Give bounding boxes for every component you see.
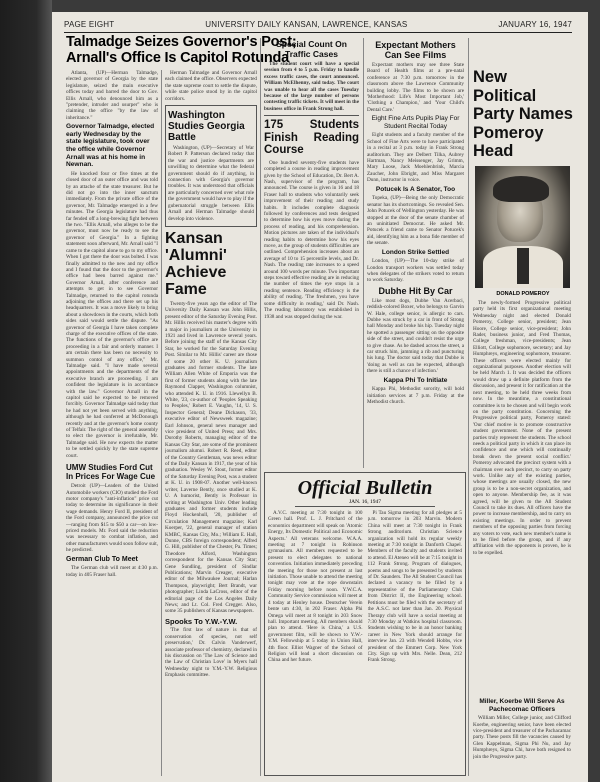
- fine-arts-headline: Eight Fine Arts Pupils Play For Student Recital Today: [371, 115, 460, 130]
- miller-headline: Miller, Koerbe Will Serve As Pachecomac Officers: [479, 698, 565, 713]
- students-finish-body: One hundred seventy-five students have completed a course in reading improvement given by the School of Education, Dr. Bert A. Nash, supervisor of the program, has announced. The course is given in 16 and 18 Fraser hall to students who voluntarily seek improvement of their reading and study habits. It includes complete diagnosis followed by conferences and tests designed to determine how his eyes move during the process of reading, and his comprehension. Motion pictures are taken of the individual's reading habits to determine how his eyes move, as the group of students difficulties are outlined. Comprehension increases about an average of 10 to 15 percentile levels, and Dr. Nash. The reading rate increases to a speed around 100 words per minute. Two important steps toward effective reading are in reducing the number of times the eye stops in a reading sentence. Reading efficiency is the ability of reading. 'The freshmen, you have some difficulty in reading,' said Dr. Nash. The reading laboratory was established in 1938 and was stopped during the war.: [264, 159, 359, 320]
- dubhe-body: Like most dogs, Dubhe Van Acerbaci, reddish-colored Boxer, who belongs to Garvin W. Hale, college senior, is allergic to cars. Dubhe was struck by a car in front of Strong hall Monday and broke his hip. Tuesday night he spotted a passenger sitting on the opposite side of the street, and couldn't resist the urge to give chase. As he dashed across the street, a car struck him, jamming a rib and puncturing his lung. The doctor said today that Dubhe is 'doing as well as can be expected, although there is still a chance of infection.': [367, 297, 464, 375]
- pomeroy-photo: [475, 166, 570, 288]
- kappa-headline: Kappa Phi To Initiate: [383, 376, 448, 384]
- bulletin-date: JAN. 16, 1947: [295, 499, 435, 507]
- column-4: [367, 38, 464, 468]
- column-rule: [363, 38, 364, 468]
- german-club-headline: German Club To Meet: [66, 555, 138, 563]
- talmadge-subhead: Governor Talmadge, elected early Wednesday by the state legislature, took over the office while Governor Arnall was at his home in Newnan.: [66, 123, 155, 169]
- bulletin-left-column: [268, 510, 363, 772]
- special-count-headline: Special Count On Traffic Cases: [276, 39, 347, 59]
- miller-body: William Miller, College junior, and Clifford Koerbe, engineering senior, have been elected vice-president and treasurer of the Pachacamac party. These posts fill the vacancies caused by Glen Kappelman, Sigma Phi Nu, and Jay Humphreys, Sigma Chi, have both resigned to join the Progressive party.: [473, 715, 571, 760]
- washington-box: [165, 105, 257, 227]
- alumni-headline: Kansan 'Alumni' Achieve Fame: [165, 229, 227, 298]
- german-club-body: The German club will meet at 4:30 p.m. today in 405 Fraser hall.: [66, 565, 158, 578]
- column-rule: [161, 70, 162, 776]
- umw-headline: UMW Studies Ford Cut In Prices For Wage Cue: [66, 463, 156, 482]
- washington-body: Washington, (UP)—Secretary of War Robert P. Patterson declared today that the war and justice departments are unwilling to determine what the federal government should do if anything, in connection with Georgia's governor troubles. It was understood that officials are particularly concerned over what role the government would have to play if the gubernatorial struggle between Ellis Arnall and Herman Talmadge should develop into violence.: [168, 145, 254, 222]
- masthead-line: UNIVERSITY DAILY KANSAN, LAWRENCE, KANSAS: [205, 20, 408, 29]
- column-2: [165, 70, 257, 776]
- expectant-body: Expectant mothers may see three State Board of Health films at a pre-natal conference at 7:30 p.m. tomorrow in the classroom above the Lawrence Community building lobby. The films to be shown are 'Motherhood: Life's Most Important Job,' 'Clothing a Champion,' and 'Your Child's Dental Care.': [367, 62, 464, 113]
- photo-caption: DONALD POMEROY: [496, 291, 550, 297]
- bulletin-right-text: Pi Tau Sigma meeting for all pledges at 5 p.m. tomorrow in 203 Marvin. Modern China will meet at 7:30 tonight in Frank Strong auditorium. Christian Science organization will hold its regular weekly meeting at 7:30 tonight in Danforth Chapel. Members of the faculty and students invited to attend. El Ateneo will be at 7:15 tonight in 112 Frank Strong. Program of dialogues, poems and songs to be presented by students of Dr. Saunders. The All Student Council has declared a vacancy to be filled by a representative of the Parliamentary Club from District II, the Engineering school. Petitions must be filed with the secretary of the A.S.C. not later than Jan. 20. Physical Therapy club will have a social meeting at 7:30 Monday at Watkins hospital classroom. Students wishing to be in an honor banking career in New York should arrange for interview Jan. 23 with Wendell Hobbs, vice president of the Emmert Corp. New York City. Sign up with Mrs. Nelle. Dean, 212 Frank Strong.: [367, 510, 462, 664]
- alumni-body: Twenty-five years ago the editor of The University Daily Kansan was John Hillis, present editor of the Saturday Evening Post. Mr. Hillis received his master's degree with a major in journalism at the University in 1921 and lived in Lawrence several years. Before joining the staff of the Kansas City Star, he worked for the Saturday Evening Post. Similar to Mr. Hillis' career are those of some 20 other K. U. journalism graduates and former students. The late William Allen White of Emporia was the first of former students along with the late Raymond Clapper, Washington columnist, who attended K. U. in 1916. Llewellyn B. White, '23, co-author of 'Peoples Speaking to Peoples,' Robert E. Vaughn, '14, U. S. Inspector General; Deane Dickason, '33, executive editor of Newsweek magazine; Earl Johnson, general news manager and vice president of United Press; and Mrs. Dorothy Roberts, managing editor of the Kansas City Star, are some of the prominent journalism alumni. Robert R. Reed, editor of the Country Gentleman, was news editor of the Daily Kansan in 1917, the year of his graduation. Wesley W. Stout, former editor of the Saturday Evening Post, was a student at K. U. in 1908-07. Another well-known writer, Laverne Bently, once studied at K. U. A humorist, Bently is Professor in writing at Washington Univ. Other leading graduates and former students include Floyd Hockenhull, '20, publisher of Circulation Management magazine; Karl Koerper, '22, general manager of station KMBC, Kansas City, Mo.; William E. Hall, Dunne, CBS foreign correspondent; Alfred G. Hill, publisher of the Chester, Pa. Times; Theodore Alford, Washington correspondent for the Kansas City Star; Gene Sundling, president of Sindlar Publications; Marvin Creager, executive editor of the Milwaukee Journal; Harlan Thompson, playwright; Bert Brandt, war photographer; Linda LaCross, editor of the editorial page of the Los Angeles Daily News; and Lt. Col. Fred Cregger. Also, some 35 publishers of Kansas newspapers.: [165, 300, 257, 615]
- fine-arts-body: Eight students and a faculty member of the School of Fine Arts were to have participated in a recital at 3 p.m. today in Frank Strong auditorium. They are Delbert Tilka, Aubrey Hartman, Nancy Meissenger, Jay Grimm, Mary Loose, Jack Moehlenbrink, Marcia Zaucher, John Ebright, and Miss Margaret Dunn, instructor in voice.: [367, 132, 464, 184]
- special-count-body: The student court will have a special session from 4 to 5 p.m. Friday to handle excess traffic cases, the court announced. William McElhenny, said today. The court was unable to hear all the cases Tuesday because of the large number of persons contesting traffic tickets. It will meet in the business office in Frank Strong hall.: [264, 61, 359, 112]
- talmadge-lead: Atlanta, (UP)—Herman Talmadge, elected governor of Georgia by the state legislature, seized the main executive offices today and barred the door to Gov. Ellis Arnall, who denounced him as a "pretender, intruder and usurper" who is claiming the office "by the law of inheritance.": [66, 70, 158, 121]
- bulletin-title: Official Bulletin: [297, 477, 433, 499]
- miller-story: [473, 696, 571, 776]
- washington-headline: Washington Studies Georgia Battle: [168, 110, 245, 144]
- expectant-headline: Expectant Mothers Can See Films: [375, 40, 456, 60]
- talmadge-body: He knocked four or five times at the closed door of an outer office and was told by an attache of the state treasurer. But he did not go into the inner sanctum immediately. From the private office of the governor, Mr. Talmadge emerged in a few minutes. The Georgia legislature had thus far fended off a long-brewing fight between the two. "Ellis Arnall, who alleges to be the governor, must now be ready to see the governor of Georgia." In a fighting statement soon afterward, Mr. Arnall said "I came to the capitol alone to go to my office. When I got there the door was bolted. I was finally admitted to the new and my office and I found that the door to the governor's office had been barred against me." Governor Arnall, after conference and attempts to get in to see Governor Talmadge, returned to the capitol rotunda adjoining the offices and there set up his headquarters. It was a move likely to bring about a showdown in the courts, which both sides said would settle the dispute. "As governor of Georgia I have taken complete charge of the executive offices of the state. The functions of the governor's office are proceeding in a fair and orderly manner. I am certain there has been no necessity to summon contol of any office," Mr. Talmadge said. "I have made several appointments and the departments of the executive branch are proceeding. I am confident the legislature is in accordance with the law." Governor Arnall in the capitol said he expected to be removed forcibly. Governor Talmadge said today that he had not yet been served with anything, although he had conferred at McDonough recently and at the governor's home county of Telfair. The right of the general assembly to elect the governor is irrefutable, Mr. Talmadge said. He now expects the matter to be settled quickly by the state supreme court.: [66, 170, 158, 459]
- binding-strip: [0, 0, 52, 782]
- talmadge-headline: Talmadge Seizes Governor's Post; Arnall's Office Is Capitol Rotunda: [66, 34, 297, 66]
- kappa-body: Kappa Phi, Methodist sorority, will hold initiation services at 7 p.m. Friday at the Methodist church.: [367, 386, 464, 406]
- column-3: [264, 38, 359, 468]
- issue-date: JANUARY 16, 1947: [498, 20, 572, 29]
- spooks-body: 'The first law of nature is that of conservation of species, not self preservation,' Dr. Calvin Vanderwerf, associate professor of chemistry, declared in his discussion on 'The Law of Science and the Law of Christian Love' in Myers hall Wednesday night to Y.M.-Y.W. Religious Emphasis committee.: [165, 627, 257, 679]
- newspaper-page: [52, 12, 588, 782]
- column-5: [473, 300, 571, 692]
- official-bulletin: [264, 472, 466, 776]
- london-body: London, (UP)—The 10-day strike of London transport workers was settled today when delegates of the strikers voted to return to work Saturday.: [367, 258, 464, 284]
- talmadge-body-cont: Herman Talmadge and Governor Arnall each claimed the office. Observers expected the state supreme court to settle the dispute, while state police stood by in the capitol corridors.: [165, 70, 257, 102]
- potucek-body: Topeka, (UP)—Being the only Democratic senator has its shortcomings. So revealed Sen. John Potucek of Wellington yesterday. He was stopped at the door of the senate chamber of an uninitiated Democrat. He asked Mr. Potucek a friend came to Senator Potucek's aid, identifying him as a bona fide member of the senate.: [367, 195, 464, 247]
- dubhe-headline: Dubhe Hit By Car: [378, 285, 453, 296]
- column-rule: [468, 38, 469, 776]
- spooks-headline: Spooks To Y.W.-Y.W.: [165, 616, 238, 626]
- column-1: [66, 70, 158, 776]
- bulletin-right-column: [368, 510, 463, 772]
- column-rule: [260, 38, 261, 776]
- page-number: PAGE EIGHT: [64, 20, 115, 29]
- new-party-headline: New Political Party Names Pomeroy Head: [473, 68, 573, 160]
- new-party-body: The newly-formed Progressive political party held its first organizational meeting Wednesday night and elected Donald Pomeroy, College senior, president; Jean Hoore, College senior, vice-president; John Rader, business junior, and Fred Thomas, College freshman, vice-presidents; Jean Elliott, College sophomore, secretary; and Jay Humphreys, engineering sophomore, treasurer. These officers were elected mainly for organizational purposes. Another election will be held March 1. It was decided the officers would draw up a definite platform from the discussion, and present it for ratification at the next meeting, to be held three weeks from now. In the meantime, a constitutional committee is to be chosen and will begin work on the party constitution. Concerning the Progressive political party, Pomeroy stated: 'Our chief motive is to promote constructive student government. None of the present parties truly represent the students. The school needs a political party in which it can place its confidence and one which will continually break down the present social conflict.' Pomeroy advocated the precinct system with a chairman over each precinct, to carry on party work. Unlike any of the existing parties, whose meetings are usually closed, the new group is to be a non-secret organization, and open to anyone. Membership fee, as it was agreed, will be given to the All Student Council to take its dues. All officers have the power to increase membership, and to carry on existing meetings. In order to prevent members of the opposing parties from forcing any voters to vote, each new member's name is to be filed before the group, and if any affiliation with the opponents is proven, he is to be expelled.: [473, 300, 571, 556]
- london-headline: London Strike Settled: [381, 248, 450, 256]
- page-folio: [64, 20, 572, 33]
- bulletin-left-text: A.V.C. meeting at 7:30 tonight in 100 Green hall. Prof. L. J. Pritchard of the economics department will speak on 'Atomic Energy, Its Domestic Political and Economic Aspects.' All veterans welcome. W.A.A. meeting at 7 tonight in Robinson gymnasium. All members requested to be present to elect delegates to national convention. Initiation immediately preceding the meeting for those not present at last initiation. Those unable to attend the meeting tonight may vote at the rope downstairs Friday morning before noon. Y.W.C.A. Community Service commission will meet at 4 today at Henley house. Deutscher Verein bente um 4:30, in 202 Fraser. Alpha Phi Omega will meet at 8 tonight in 203 Snow hall. Important meeting. All members should plan to attend. 'Here is China,' a U.S. government film, will be shown to Y.W.-Y.M. Fellowship at 5 today in Union Hall, 4th floor. Elliot Wagner of the School of Religion will lead a short discussion on China and her future.: [268, 510, 363, 664]
- umw-body: Detroit (UP)—Leaders of the United Automobile workers (CIO) studied the Ford motor company's "anti-inflation" price cut today to determine its significance in their wage demands. Henry Ford II, president of the Ford company, announced the price cut—ranging from $15 to $50 a car—on low-priced models. Mr. Ford said the reduction was necessary to combat inflation, and other manufacturers would soon follow suit, he predicted.: [66, 483, 158, 554]
- students-finish-headline: 175 Students Finish Reading Course: [264, 119, 359, 157]
- potucek-headline: Potucek Is A Senator, Too: [375, 185, 456, 193]
